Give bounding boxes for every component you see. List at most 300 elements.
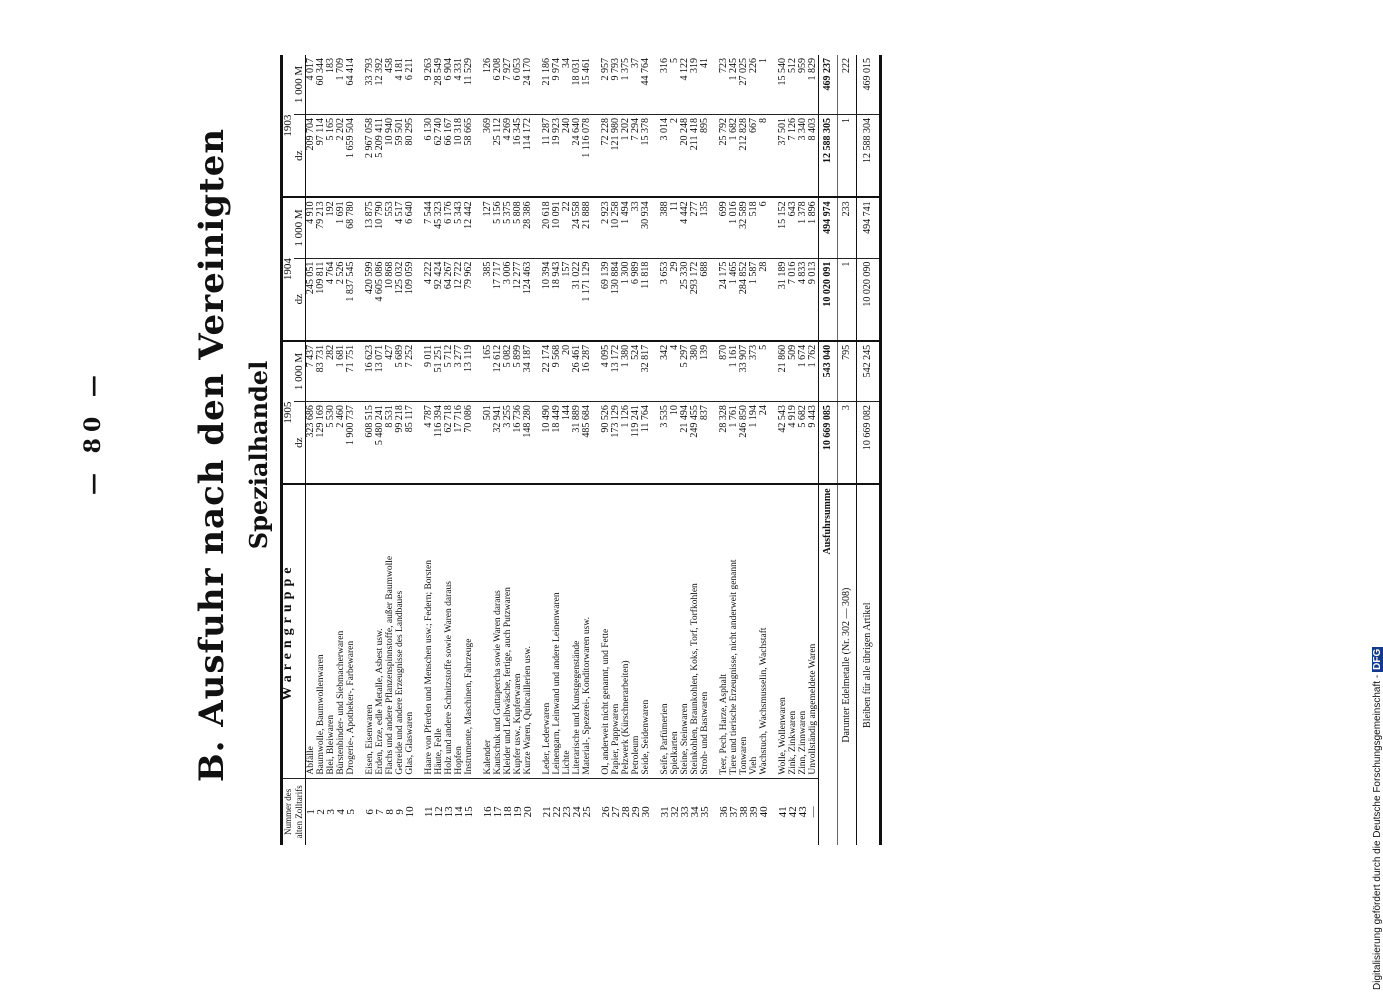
row-number: 43 bbox=[797, 806, 809, 818]
row-label: Steine, Steinwaren bbox=[680, 484, 690, 778]
row-value: 4 181 bbox=[395, 55, 405, 115]
row-value: 18 943 bbox=[552, 258, 562, 341]
spacer-cell bbox=[651, 484, 660, 778]
row-value: 837 bbox=[700, 402, 710, 485]
table-row bbox=[582, 55, 592, 845]
row-value: 62 718 bbox=[444, 402, 454, 485]
row-value: 4 095 bbox=[601, 341, 611, 402]
table-row bbox=[759, 55, 769, 845]
row-value: 5 682 bbox=[798, 402, 808, 485]
row-value: 19 923 bbox=[552, 115, 562, 198]
row-number: 28 bbox=[620, 806, 632, 818]
column-header-1905: 1905 bbox=[282, 341, 295, 485]
table-row bbox=[346, 55, 356, 845]
row-value: 12 588 304 bbox=[857, 115, 881, 198]
row-value: 69 139 bbox=[601, 258, 611, 341]
subheader-m: 1 000 M bbox=[294, 341, 305, 402]
row-value: 6 130 bbox=[424, 115, 434, 198]
row-value: 7 544 bbox=[424, 197, 434, 258]
row-value: 245 051 bbox=[306, 258, 317, 341]
row-value: 3 535 bbox=[660, 402, 670, 485]
row-value: 385 bbox=[483, 258, 493, 341]
column-header-1903: 1903 bbox=[282, 55, 295, 197]
row-number: 23 bbox=[561, 806, 573, 818]
row-value: 512 bbox=[788, 55, 798, 115]
row-value: 4 331 bbox=[454, 55, 464, 115]
row-number: 4 bbox=[335, 809, 347, 815]
page-subtitle: Spezialhandel bbox=[244, 360, 273, 550]
row-value: 723 bbox=[719, 55, 729, 115]
row-label: Kleider und Leibwäsche, fertige, auch Putzwaren bbox=[503, 484, 513, 778]
table-row bbox=[690, 55, 700, 845]
row-value: 32 589 bbox=[739, 197, 749, 258]
row-value: 109 059 bbox=[405, 258, 415, 341]
row-value: 12 277 bbox=[513, 258, 523, 341]
row-value: 70 086 bbox=[464, 402, 474, 485]
row-value: 5 530 bbox=[326, 402, 336, 485]
table-row bbox=[503, 55, 513, 845]
row-number: 42 bbox=[787, 806, 799, 818]
row-value: 15 152 bbox=[778, 197, 788, 258]
row-value: 80 295 bbox=[405, 115, 415, 198]
row-value: 369 bbox=[483, 115, 493, 198]
row-value: 1 829 bbox=[808, 55, 819, 115]
row-value: 3 006 bbox=[503, 258, 513, 341]
row-value: 2 526 bbox=[336, 258, 346, 341]
row-value: 2 460 bbox=[336, 402, 346, 485]
subheader-dz: dz bbox=[294, 258, 305, 341]
column-header-nr: Nummer des alten Zolltarifs bbox=[283, 785, 304, 839]
row-value: 10 490 bbox=[542, 402, 552, 485]
row-value: 6 208 bbox=[493, 55, 503, 115]
row-label: Zinn, Zinnwaren bbox=[798, 484, 808, 778]
row-label: Papier, Pappwaren bbox=[611, 484, 621, 778]
table-row bbox=[326, 55, 336, 845]
subheader-m: 1 000 M bbox=[294, 197, 305, 258]
row-value: 16 287 bbox=[582, 341, 592, 402]
row-value: 1 126 bbox=[621, 402, 631, 485]
row-value: 11 bbox=[670, 197, 680, 258]
table-row bbox=[365, 55, 375, 845]
row-value: 388 bbox=[660, 197, 670, 258]
spacer-cell bbox=[710, 484, 719, 778]
row-value: 28 bbox=[759, 258, 769, 341]
table-row bbox=[316, 55, 326, 845]
row-number: 35 bbox=[699, 806, 711, 818]
row-value: 130 884 bbox=[611, 258, 621, 341]
row-label: Seide, Seidenwaren bbox=[641, 484, 651, 778]
row-label: Teer, Pech, Harze, Asphalt bbox=[719, 484, 729, 778]
row-number: 19 bbox=[512, 806, 524, 818]
row-value: 29 bbox=[670, 258, 680, 341]
row-value: 277 bbox=[690, 197, 700, 258]
table-row bbox=[798, 55, 808, 845]
row-value: 509 bbox=[788, 341, 798, 402]
row-value: 37 bbox=[631, 55, 641, 115]
row-value: 1 691 bbox=[336, 197, 346, 258]
row-value: 10 bbox=[670, 402, 680, 485]
row-value: 148 280 bbox=[523, 402, 533, 485]
row-label: Literarische und Kunstgegenstände bbox=[572, 484, 582, 778]
row-number: 17 bbox=[492, 806, 504, 818]
row-number: 40 bbox=[758, 806, 770, 818]
row-value: 222 bbox=[838, 55, 857, 115]
column-header-1904: 1904 bbox=[282, 197, 295, 341]
row-value: 211 418 bbox=[690, 115, 700, 198]
row-number: 31 bbox=[659, 806, 671, 818]
row-value: 109 811 bbox=[316, 258, 326, 341]
subheader-dz: dz bbox=[294, 115, 305, 198]
row-value: 10 790 bbox=[375, 197, 385, 258]
table-row bbox=[424, 55, 434, 845]
table-row bbox=[808, 55, 819, 845]
row-value: 139 bbox=[700, 341, 710, 402]
row-label: Petroleum bbox=[631, 484, 641, 778]
table-row bbox=[660, 55, 670, 845]
row-number: 10 bbox=[404, 806, 416, 818]
row-value: 26 461 bbox=[572, 341, 582, 402]
table-row bbox=[552, 55, 562, 845]
row-value: 13 119 bbox=[464, 341, 474, 402]
row-value: 2 bbox=[670, 115, 680, 198]
row-value: 4 787 bbox=[424, 402, 434, 485]
spacer-cell bbox=[474, 484, 483, 778]
table-row bbox=[493, 55, 503, 845]
row-value: 27 025 bbox=[739, 55, 749, 115]
row-value: 1 896 bbox=[808, 197, 819, 258]
row-value: 10 868 bbox=[385, 258, 395, 341]
row-label: Glas, Glaswaren bbox=[405, 484, 415, 778]
table-row bbox=[513, 55, 523, 845]
row-label: Spielkarten bbox=[670, 484, 680, 778]
row-value: 68 780 bbox=[346, 197, 356, 258]
subtotal-row bbox=[838, 55, 857, 845]
row-value: 8 403 bbox=[808, 115, 819, 198]
row-value: 1 bbox=[838, 258, 857, 341]
row-number: 7 bbox=[374, 809, 386, 815]
row-value: 11 287 bbox=[542, 115, 552, 198]
row-value: 10 091 bbox=[552, 197, 562, 258]
row-value: 64 267 bbox=[444, 258, 454, 341]
row-label: Lichte bbox=[562, 484, 572, 778]
row-value: 9 568 bbox=[552, 341, 562, 402]
row-value: 1 016 bbox=[729, 197, 739, 258]
row-value: 24 175 bbox=[719, 258, 729, 341]
row-value: 4 269 bbox=[503, 115, 513, 198]
row-value: 501 bbox=[483, 402, 493, 485]
group-spacer bbox=[651, 55, 660, 845]
row-value: 12 392 bbox=[375, 55, 385, 115]
spacer-cell bbox=[415, 484, 424, 778]
row-value: 3 340 bbox=[798, 115, 808, 198]
row-value: 226 bbox=[749, 55, 759, 115]
table-row bbox=[444, 55, 454, 845]
row-value: 3 277 bbox=[454, 341, 464, 402]
row-value: 1 380 bbox=[621, 341, 631, 402]
row-value: 15 540 bbox=[778, 55, 788, 115]
row-label: Darunter Edelmetalle (Nr. 302 — 308) bbox=[838, 484, 857, 845]
row-number: 5 bbox=[345, 809, 357, 815]
row-value: 233 bbox=[838, 197, 857, 258]
row-value: 553 bbox=[385, 197, 395, 258]
row-value: 2 967 058 bbox=[365, 115, 375, 198]
row-value: 62 740 bbox=[434, 115, 444, 198]
row-value: 485 684 bbox=[582, 402, 592, 485]
column-header-ware: Warengruppe bbox=[282, 484, 306, 778]
row-number: 2 bbox=[315, 809, 327, 815]
row-number: 41 bbox=[777, 806, 789, 818]
row-value: 1 837 545 bbox=[346, 258, 356, 341]
row-value: 7 294 bbox=[631, 115, 641, 198]
row-number: 24 bbox=[571, 806, 583, 818]
row-label: Ausfuhrsumme bbox=[819, 484, 838, 845]
row-value: 20 bbox=[562, 341, 572, 402]
row-value: 5 165 bbox=[326, 115, 336, 198]
row-label: Abfälle bbox=[306, 484, 317, 778]
row-value: 17 717 bbox=[493, 258, 503, 341]
row-value: 92 424 bbox=[434, 258, 444, 341]
row-value: 667 bbox=[749, 115, 759, 198]
row-value: 129 169 bbox=[316, 402, 326, 485]
row-value: 37 501 bbox=[778, 115, 788, 198]
row-value: 16 736 bbox=[513, 402, 523, 485]
row-value: 157 bbox=[562, 258, 572, 341]
row-number: 1 bbox=[305, 809, 317, 815]
table-row bbox=[641, 55, 651, 845]
table-row bbox=[336, 55, 346, 845]
group-spacer bbox=[710, 55, 719, 845]
row-value: 282 bbox=[326, 341, 336, 402]
row-label: Holz und andere Schnitzstoffe sowie Waren daraus bbox=[444, 484, 454, 778]
row-label: Öl, anderweit nicht genannt, und Fette bbox=[601, 484, 611, 778]
row-label: Seife, Parfümerien bbox=[660, 484, 670, 778]
row-label: Tiere und tierische Erzeugnisse, nicht anderweit genannt bbox=[729, 484, 739, 778]
row-value: 20 248 bbox=[680, 115, 690, 198]
row-label: Leder, Lederwaren bbox=[542, 484, 552, 778]
row-value: 12 722 bbox=[454, 258, 464, 341]
row-value: 32 941 bbox=[493, 402, 503, 485]
row-value: 293 172 bbox=[690, 258, 700, 341]
table-row bbox=[680, 55, 690, 845]
spacer-cell bbox=[769, 484, 778, 778]
row-value: 13 071 bbox=[375, 341, 385, 402]
table-row bbox=[788, 55, 798, 845]
row-value: 6 989 bbox=[631, 258, 641, 341]
row-value: 458 bbox=[385, 55, 395, 115]
row-value: 7 126 bbox=[788, 115, 798, 198]
row-value: 173 129 bbox=[611, 402, 621, 485]
row-label: Flachs und andere Pflanzenspinnstoffe, außer Baumwolle bbox=[385, 484, 395, 778]
row-label: Wolle, Wollenwaren bbox=[778, 484, 788, 778]
row-value: 121 980 bbox=[611, 115, 621, 198]
table-row bbox=[306, 55, 317, 845]
row-value: 4 605 086 bbox=[375, 258, 385, 341]
row-value: 24 558 bbox=[572, 197, 582, 258]
row-value: 10 669 082 bbox=[857, 402, 881, 485]
table-header bbox=[282, 55, 306, 845]
row-value: 83 731 bbox=[316, 341, 326, 402]
row-value: 895 bbox=[700, 115, 710, 198]
row-value: 5 899 bbox=[513, 341, 523, 402]
row-label: Stroh- und Bastwaren bbox=[700, 484, 710, 778]
row-value: 5 082 bbox=[503, 341, 513, 402]
row-value: 97 114 bbox=[316, 115, 326, 198]
row-value: 1 bbox=[838, 115, 857, 198]
table-body bbox=[306, 55, 881, 845]
row-value: 342 bbox=[660, 341, 670, 402]
row-value: 28 328 bbox=[719, 402, 729, 485]
row-value: 212 828 bbox=[739, 115, 749, 198]
row-value: 643 bbox=[788, 197, 798, 258]
table-row bbox=[719, 55, 729, 845]
row-label: Kautschuk und Guttapercha sowie Waren daraus bbox=[493, 484, 503, 778]
row-value: 3 255 bbox=[503, 402, 513, 485]
subheader-dz: dz bbox=[294, 402, 305, 485]
row-number: 39 bbox=[748, 806, 760, 818]
row-value: 13 875 bbox=[365, 197, 375, 258]
row-value: 15 461 bbox=[582, 55, 592, 115]
row-value: 246 850 bbox=[739, 402, 749, 485]
group-spacer bbox=[415, 55, 424, 845]
row-value: 420 599 bbox=[365, 258, 375, 341]
row-value: 59 501 bbox=[395, 115, 405, 198]
row-value: 249 455 bbox=[690, 402, 700, 485]
row-value: 21 888 bbox=[582, 197, 592, 258]
row-label: Tonwaren bbox=[739, 484, 749, 778]
table-row bbox=[542, 55, 552, 845]
table-row bbox=[739, 55, 749, 845]
row-value: 32 817 bbox=[641, 341, 651, 402]
row-value: 4 122 bbox=[680, 55, 690, 115]
row-value: 9 263 bbox=[424, 55, 434, 115]
row-value: 7 927 bbox=[503, 55, 513, 115]
row-value: 31 889 bbox=[572, 402, 582, 485]
row-number: 38 bbox=[738, 806, 750, 818]
row-value: 44 764 bbox=[641, 55, 651, 115]
row-label: Pelzwerk (Kürschnerarbeiten) bbox=[621, 484, 631, 778]
row-number: 14 bbox=[453, 806, 465, 818]
group-spacer bbox=[474, 55, 483, 845]
row-number: 34 bbox=[689, 806, 701, 818]
row-value: 10 258 bbox=[611, 197, 621, 258]
row-value: 60 344 bbox=[316, 55, 326, 115]
row-value: 11 529 bbox=[464, 55, 474, 115]
row-value: 31 189 bbox=[778, 258, 788, 341]
row-value: 4 910 bbox=[306, 197, 317, 258]
table-row bbox=[464, 55, 474, 845]
row-value: 28 549 bbox=[434, 55, 444, 115]
row-value: 10 318 bbox=[454, 115, 464, 198]
spacer-cell bbox=[356, 484, 365, 778]
row-value: 21 494 bbox=[680, 402, 690, 485]
row-value: 114 172 bbox=[523, 115, 533, 198]
page-title: B. Ausfuhr nach den Vereinigten bbox=[192, 127, 232, 783]
row-value: 323 686 bbox=[306, 402, 317, 485]
row-value: 24 170 bbox=[523, 55, 533, 115]
row-value: 1 300 bbox=[621, 258, 631, 341]
row-value: 1 245 bbox=[729, 55, 739, 115]
row-value: 5 480 241 bbox=[375, 402, 385, 485]
row-value: 9 974 bbox=[552, 55, 562, 115]
dfg-logo: DFG bbox=[1372, 648, 1383, 670]
table-row bbox=[385, 55, 395, 845]
row-value: 183 bbox=[326, 55, 336, 115]
row-value: 380 bbox=[690, 341, 700, 402]
row-value: 10 940 bbox=[385, 115, 395, 198]
group-spacer bbox=[592, 55, 601, 845]
row-number: 36 bbox=[718, 806, 730, 818]
spacer-cell bbox=[533, 484, 542, 778]
row-label: Getreide und andere Erzeugnisse des Landbaues bbox=[395, 484, 405, 778]
row-value: 72 228 bbox=[601, 115, 611, 198]
table-row bbox=[611, 55, 621, 845]
row-label: Bürstenbinder- und Siebmacherwaren bbox=[336, 484, 346, 778]
row-value: 209 704 bbox=[306, 115, 317, 198]
row-value: 30 934 bbox=[641, 197, 651, 258]
group-spacer bbox=[356, 55, 365, 845]
row-value: 5 bbox=[670, 55, 680, 115]
table-row bbox=[395, 55, 405, 845]
row-value: 24 bbox=[759, 402, 769, 485]
row-value: 1 587 bbox=[749, 258, 759, 341]
row-label: Leinengarn, Leinwand und andere Leinenwaren bbox=[552, 484, 562, 778]
row-label: Instrumente, Maschinen, Fahrzeuge bbox=[464, 484, 474, 778]
row-label: Hopfen bbox=[454, 484, 464, 778]
row-value: 64 414 bbox=[346, 55, 356, 115]
row-value: 4 222 bbox=[424, 258, 434, 341]
row-value: 608 515 bbox=[365, 402, 375, 485]
row-number: 25 bbox=[581, 806, 593, 818]
row-value: 22 174 bbox=[542, 341, 552, 402]
row-value: 469 015 bbox=[857, 55, 881, 115]
row-value: 18 449 bbox=[552, 402, 562, 485]
row-number: 12 bbox=[433, 806, 445, 818]
row-value: 10 394 bbox=[542, 258, 552, 341]
row-value: 1 171 129 bbox=[582, 258, 592, 341]
row-number: 26 bbox=[600, 806, 612, 818]
row-value: 319 bbox=[690, 55, 700, 115]
row-label: Häute, Felle bbox=[434, 484, 444, 778]
row-number: 32 bbox=[669, 806, 681, 818]
row-value: 12 612 bbox=[493, 341, 503, 402]
row-label: Unvollständig angemeldete Waren bbox=[808, 484, 819, 778]
row-number: 21 bbox=[541, 806, 553, 818]
row-value: 7 437 bbox=[306, 341, 317, 402]
row-value: 4 517 bbox=[395, 197, 405, 258]
row-value: 5 297 bbox=[680, 341, 690, 402]
row-number: 8 bbox=[384, 809, 396, 815]
row-value: 4 bbox=[670, 341, 680, 402]
row-value: 11 818 bbox=[641, 258, 651, 341]
row-value: 1 465 bbox=[729, 258, 739, 341]
row-label: Wachstuch, Wachsmusselin, Wachstaft bbox=[759, 484, 769, 778]
row-label: Bleiben für alle übrigen Artikel bbox=[857, 484, 881, 845]
row-value: 469 237 bbox=[819, 55, 838, 115]
row-value: 21 186 bbox=[542, 55, 552, 115]
row-value: 16 345 bbox=[513, 115, 523, 198]
row-value: 4 442 bbox=[680, 197, 690, 258]
row-value: 135 bbox=[700, 197, 710, 258]
row-value: 192 bbox=[326, 197, 336, 258]
row-value: 2 202 bbox=[336, 115, 346, 198]
row-value: 5 156 bbox=[493, 197, 503, 258]
row-value: 2 957 bbox=[601, 55, 611, 115]
row-value: 10 020 090 bbox=[857, 258, 881, 341]
row-label: Baumwolle, Baumwollenwaren bbox=[316, 484, 326, 778]
row-label: Vieh bbox=[749, 484, 759, 778]
row-value: 1 bbox=[759, 55, 769, 115]
row-value: 17 716 bbox=[454, 402, 464, 485]
